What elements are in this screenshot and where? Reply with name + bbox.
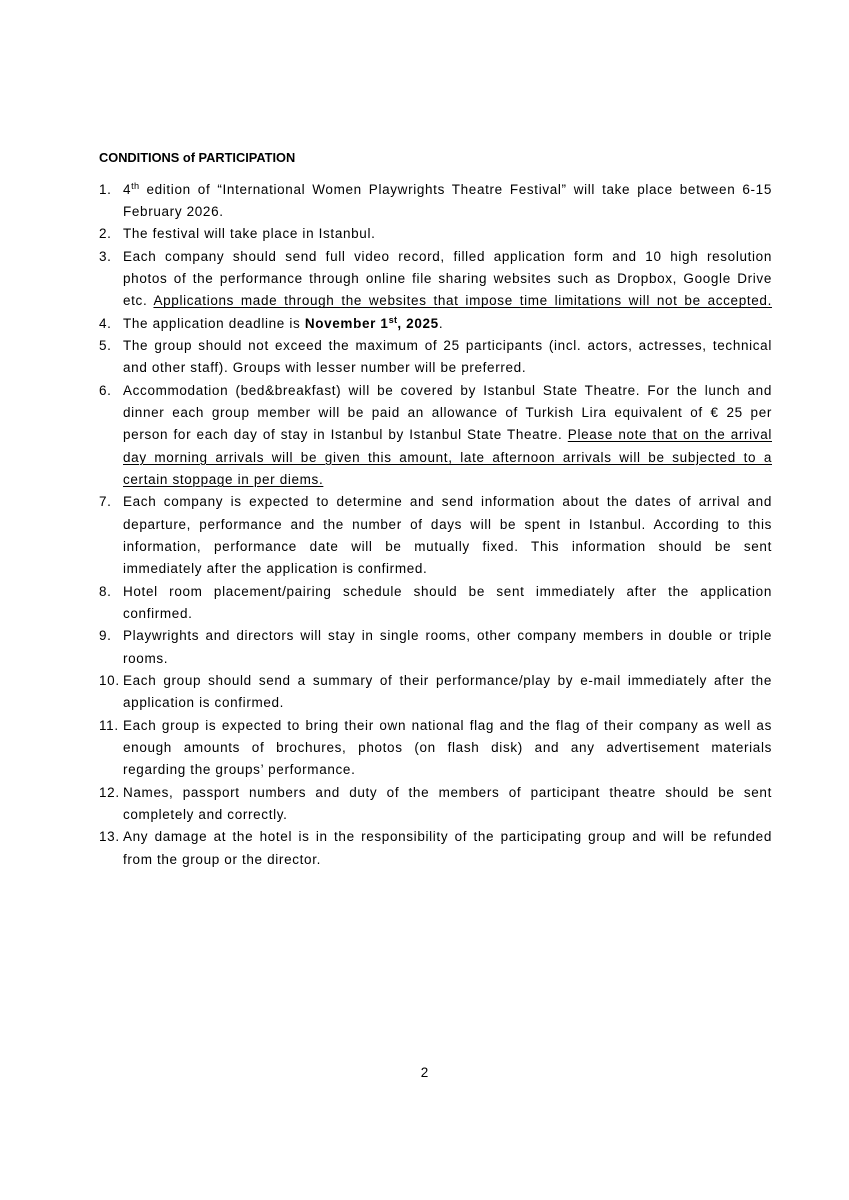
superscript-text: th [131,181,140,192]
text-run: departure, performance and the number of days will be spent in Istanbul. According to this [123,516,772,532]
item-line [123,491,772,513]
item-line [123,804,772,826]
underlined-text: Applications made through the websites that impose time limitations will not be accepted. [153,293,772,309]
item-text [123,826,772,871]
item-line [123,201,772,223]
text-run: completely and correctly. [123,806,288,822]
item-line [123,849,772,871]
text-run: The application deadline is [123,315,305,331]
item-text [123,625,772,670]
conditions-list [99,179,772,871]
condition-item [99,335,772,380]
text-run: 4 [123,181,132,197]
condition-item [99,179,772,224]
item-line [123,625,772,647]
item-line [123,335,772,357]
text-run: person for each day of stay in Istanbul by Istanbul State Theatre. [123,427,568,443]
item-number: 12. [99,784,120,800]
bold-text: , 2025 [397,315,439,331]
condition-item [99,246,772,313]
item-line [123,603,772,625]
item-text [123,223,772,245]
item-line [123,268,772,290]
condition-item [99,313,772,335]
bold-text: November 1 [304,315,389,331]
text-run: edition of “International Women Playwrights Theatre Festival” will take place between 6-15 [139,181,772,197]
item-line [123,759,772,781]
text-run: Each group should send a summary of their performance/play by e-mail immediately after the [123,673,772,689]
underlined-text: Please note that on the arrival [567,427,772,443]
item-line [123,782,772,804]
text-run: Each company should send full video record, filled application form and 10 high resolution [123,248,772,264]
condition-item [99,670,772,715]
text-run: The festival will take place in Istanbul. [123,226,376,242]
condition-item [99,491,772,580]
text-run: Names, passport numbers and duty of the members of participant theatre should be sent [123,784,772,800]
text-run: Hotel room placement/pairing schedule should be sent immediately after the application [123,583,772,599]
item-number: 8. [99,583,112,599]
underlined-text: day morning arrivals will be given this amount, late afternoon arrivals will be subjected to a [123,449,772,465]
item-line [123,536,772,558]
item-line [123,357,772,379]
item-line [123,179,772,201]
text-run: rooms. [123,650,169,666]
text-run: Any damage at the hotel is in the responsibility of the participating group and will be refunded [123,829,772,845]
condition-item [99,715,772,782]
item-line [123,447,772,469]
item-line [123,402,772,424]
text-run: . [438,315,444,331]
item-text [123,491,772,580]
item-number: 7. [99,494,112,510]
item-line [123,581,772,603]
item-number: 2. [99,226,112,242]
item-text [123,313,772,335]
item-line [123,692,772,714]
item-number: 3. [99,248,112,264]
item-line [123,223,772,245]
text-run: enough amounts of brochures, photos (on flash disk) and any advertisement materials [123,740,772,755]
text-run: application is confirmed. [123,695,285,711]
item-text [123,246,772,313]
text-run: etc. [123,293,154,309]
item-number: 5. [99,338,112,354]
item-number: 9. [99,628,112,644]
item-number: 4. [99,315,112,331]
item-text [123,380,772,492]
text-run: Accommodation (bed&breakfast) will be covered by Istanbul State Theatre. For the lunch and [123,382,772,398]
text-run: from the group or the director. [123,851,321,867]
item-number: 1. [99,181,112,197]
item-line [123,514,772,536]
condition-item [99,223,772,245]
section-title: CONDITIONS of PARTICIPATION [99,150,296,165]
item-line [123,469,772,491]
item-number: 10. [99,673,120,689]
text-run: confirmed. [123,606,193,622]
item-text [123,179,772,224]
text-run: February 2026. [123,204,224,220]
item-number: 6. [99,382,112,398]
superscript-text: st [388,315,398,326]
text-run: regarding the groups’ performance. [123,762,356,778]
condition-item [99,380,772,492]
text-run: information, performance date will be mutually fixed. This information should be sent [123,539,772,555]
item-line [123,826,772,848]
item-line [123,670,772,692]
text-run: Playwrights and directors will stay in single rooms, other company members in double or triple [123,628,772,644]
text-run: dinner each group member will be paid an allowance of Turkish Lira equivalent of € 25 per [123,405,772,421]
condition-item [99,826,772,871]
item-line [123,648,772,670]
text-run: Each company is expected to determine and send information about the dates of arrival and [123,494,772,510]
item-number: 13. [99,829,120,845]
item-line [123,737,772,759]
item-line [123,246,772,268]
item-text [123,715,772,782]
item-line [123,380,772,402]
page-number: 2 [420,1065,429,1080]
item-text [123,335,772,380]
text-run: immediately after the application is confirmed. [123,561,428,577]
text-run: photos of the performance through online file sharing websites such as Dropbox, Google Drive [123,271,772,287]
item-line [123,715,772,737]
text-run: Each group is expected to bring their own national flag and the flag of their company as well as [123,717,772,733]
item-text [123,581,772,626]
condition-item [99,625,772,670]
item-line [123,424,772,446]
text-run: The group should not exceed the maximum of 25 participants (incl. actors, actresses, technical [123,338,772,354]
text-run: and other staff). Groups with lesser number will be preferred. [123,360,527,376]
underlined-text: certain stoppage in per diems. [123,472,324,488]
item-line [123,313,772,335]
item-text [123,670,772,715]
item-text [123,782,772,827]
condition-item [99,581,772,626]
item-number: 11. [99,717,119,733]
item-line [123,558,772,580]
item-line [123,290,772,312]
condition-item [99,782,772,827]
